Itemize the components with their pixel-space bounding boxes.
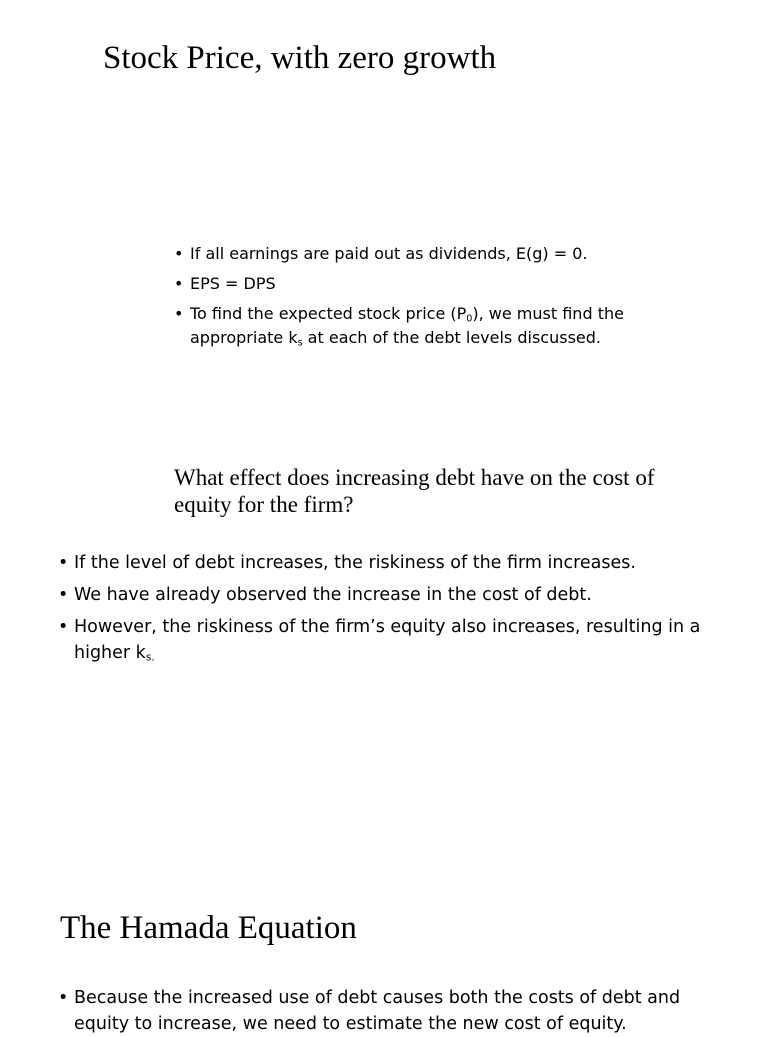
slide-title-debt-effect: What effect does increasing debt have on the cost of equity for the firm? — [174, 465, 655, 517]
bullet-list-hamada — [58, 985, 738, 1037]
bullet-text: EPS = DPS — [190, 274, 276, 293]
list-item — [174, 302, 644, 350]
bullet-text: Because the increased use of debt causes both the costs of debt and equity to increase, we need to estimate the new cost of equity. — [74, 988, 681, 1034]
slide-title-hamada: The Hamada Equation — [60, 910, 357, 946]
subscript: s. — [145, 651, 155, 664]
bullet-text: If the level of debt increases, the riskiness of the firm increases. — [74, 553, 636, 573]
subscript: s — [297, 337, 303, 349]
list-item — [174, 272, 644, 296]
bullet-text: If all earnings are paid out as dividends, E(g) = 0. — [190, 244, 588, 263]
bullet-icon: • — [174, 244, 184, 263]
bullet-list-stock-price — [174, 242, 644, 356]
bullet-icon: • — [174, 274, 184, 293]
list-item — [58, 614, 738, 666]
bullet-text: We have already observed the increase in the cost of debt. — [74, 585, 592, 605]
list-item — [174, 242, 644, 266]
bullet-icon: • — [58, 553, 69, 573]
list-item — [58, 550, 738, 576]
bullet-list-debt-effect — [58, 550, 738, 672]
subscript: 0 — [466, 313, 473, 325]
bullet-text: However, the riskiness of the firm’s equity also increases, resulting in a higher $k_{s.}$ — [74, 617, 701, 664]
list-item — [58, 582, 738, 608]
slide-title-stock-price: Stock Price, with zero growth — [103, 40, 497, 76]
bullet-text: To find the expected stock price $(P_0)$, we must find the appropriate $k_s$ at each of the debt levels discussed. — [190, 304, 624, 349]
bullet-icon: • — [58, 585, 69, 605]
bullet-icon: • — [58, 617, 69, 637]
list-item — [58, 985, 738, 1037]
bullet-icon: • — [174, 304, 184, 323]
bullet-icon: • — [58, 988, 69, 1008]
